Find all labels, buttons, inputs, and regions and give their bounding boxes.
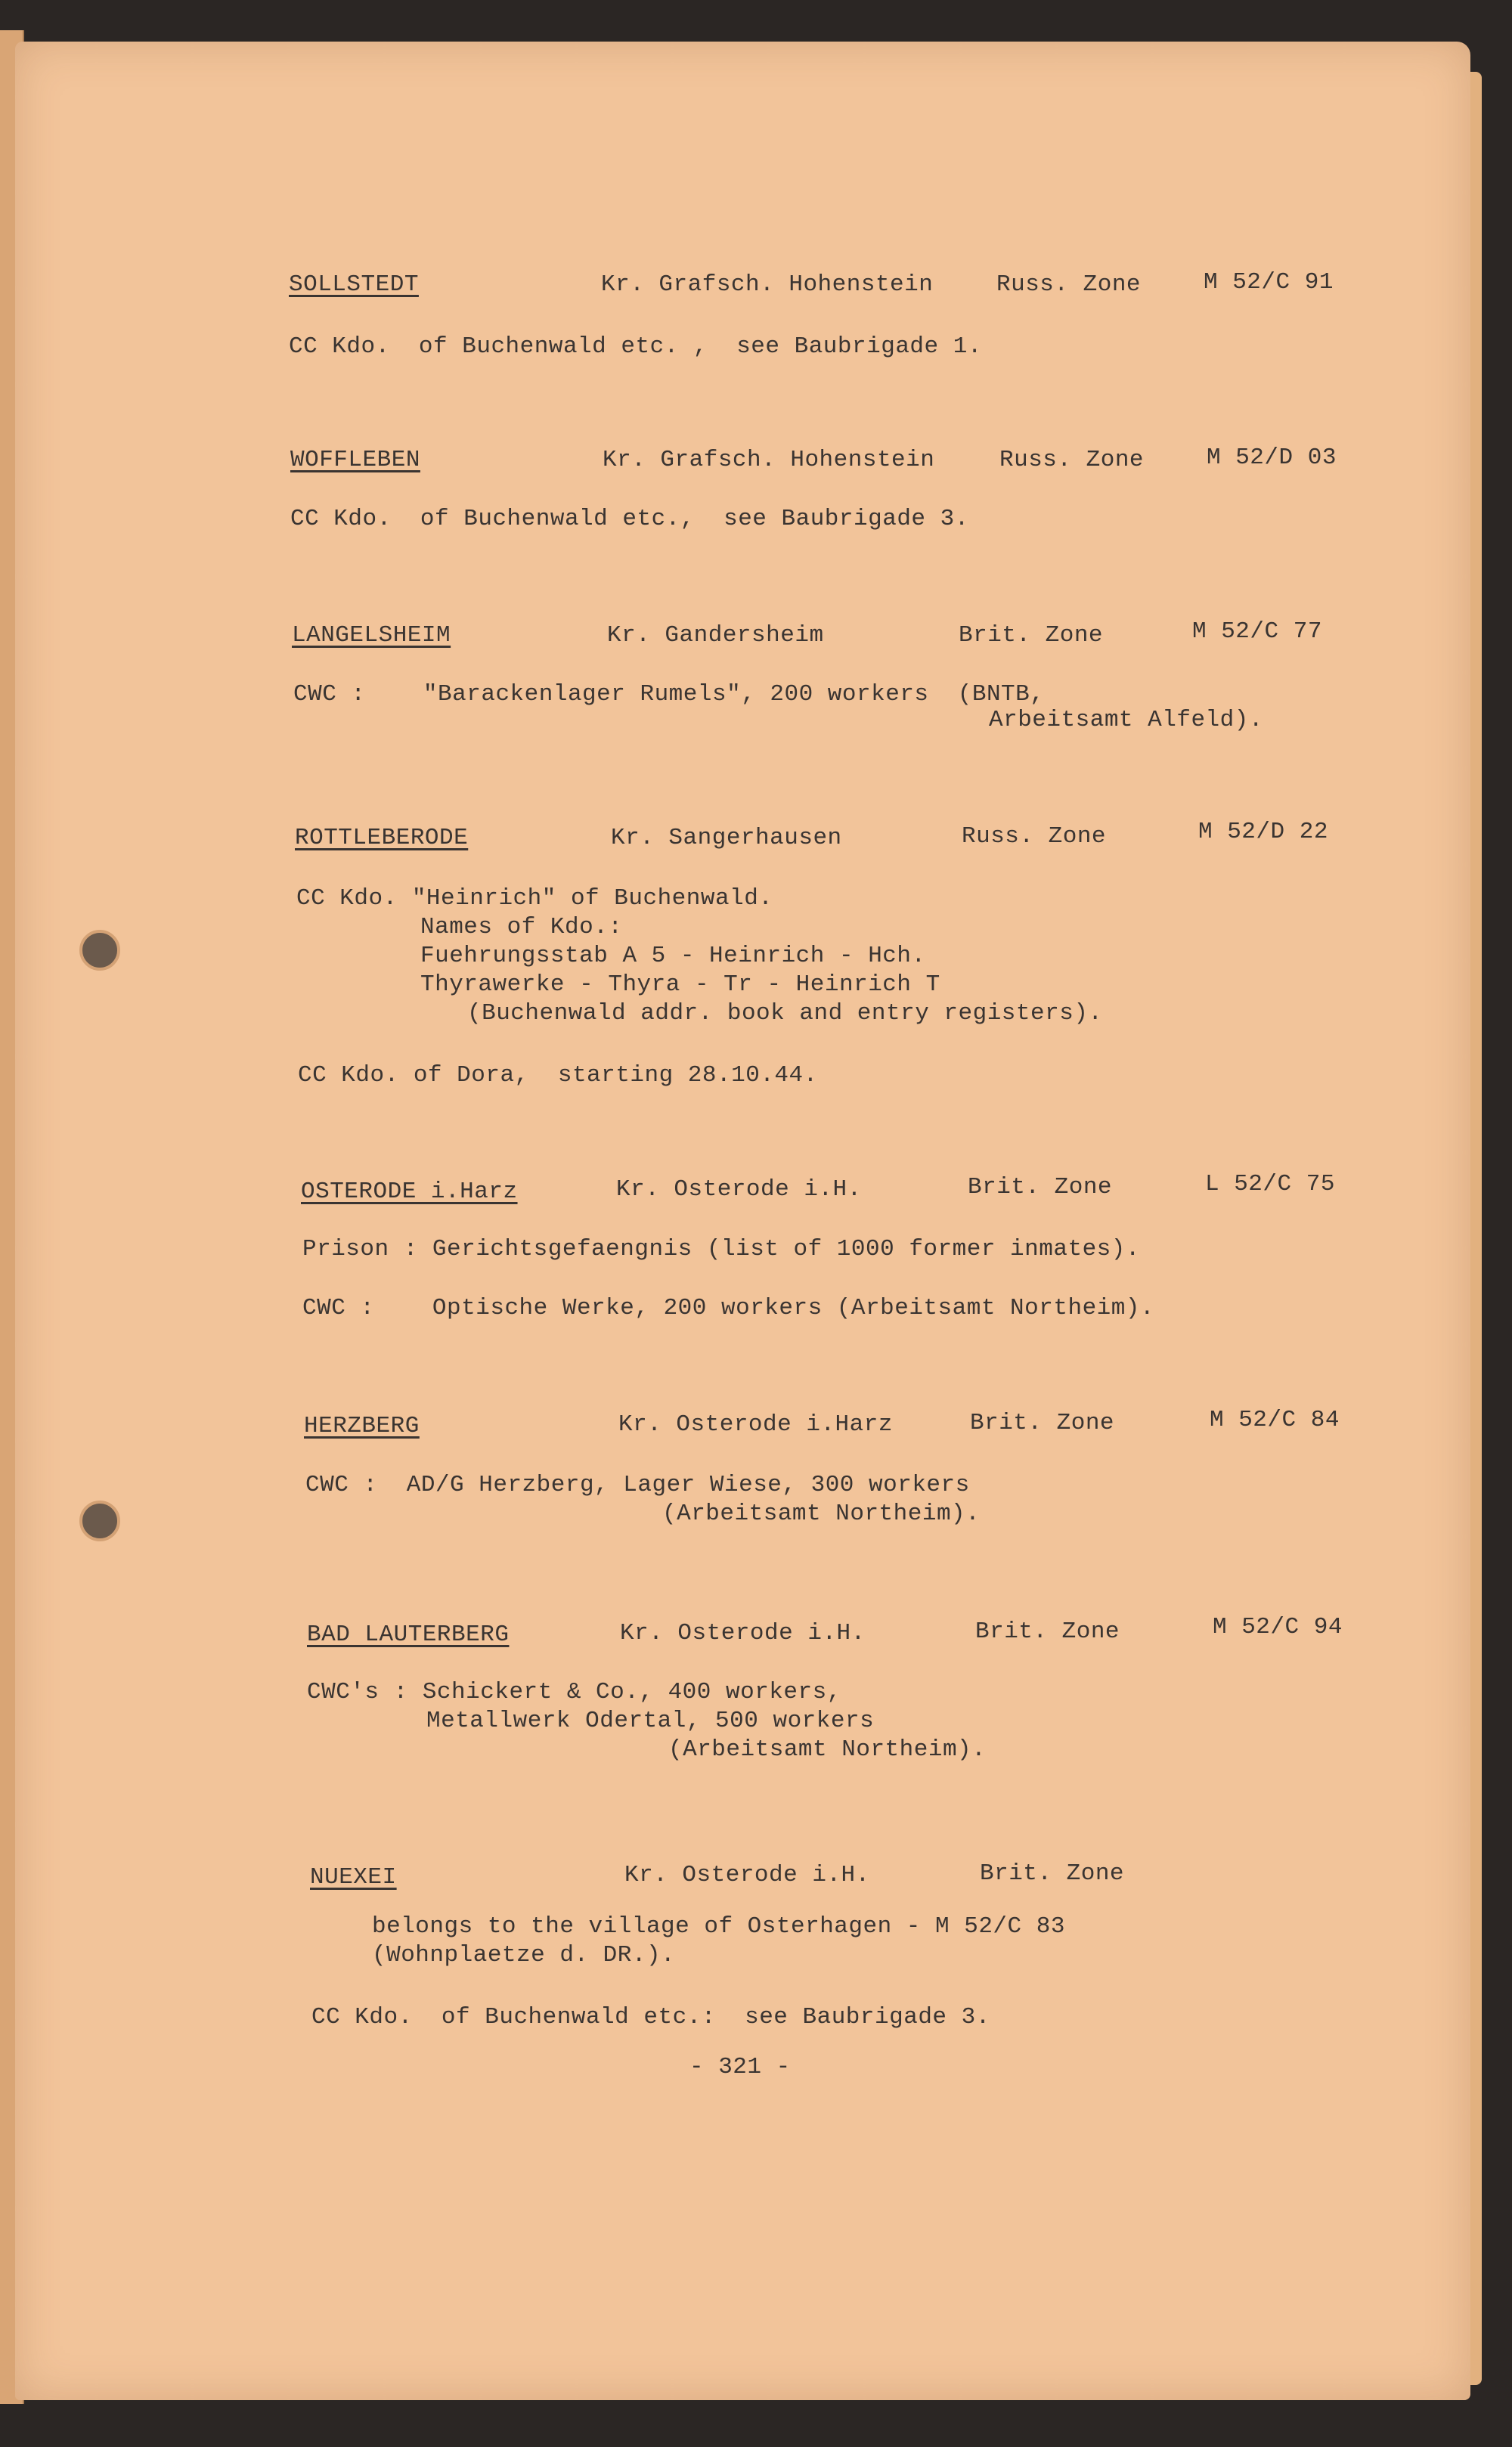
entry-line: CWC : "Barackenlager Rumels", 200 workers (BNTB, (293, 681, 1045, 708)
entry-line: Arbeitsamt Alfeld). (989, 707, 1263, 733)
entry-line: CC Kdo. of Buchenwald etc.: see Baubrigade 3. (311, 2004, 990, 2030)
entry-line: (Arbeitsamt Northeim). (662, 1501, 981, 1527)
district: Kr. Grafsch. Hohenstein (603, 447, 935, 473)
place-name: OSTERODE i.Harz (301, 1179, 518, 1205)
map-reference: M 52/C 94 (1213, 1614, 1343, 1640)
entry-line: CWC's : Schickert & Co., 400 workers, (307, 1679, 841, 1705)
entry-line: CWC : AD/G Herzberg, Lager Wiese, 300 workers (305, 1472, 970, 1498)
punch-hole (79, 930, 120, 971)
map-reference: M 52/C 77 (1192, 618, 1322, 645)
document-page (15, 42, 1470, 2400)
entry-line: Thyrawerke - Thyra - Tr - Heinrich T (420, 971, 940, 998)
entry-line: (Arbeitsamt Northeim). (668, 1736, 987, 1763)
map-reference: M 52/C 91 (1204, 269, 1334, 296)
district: Kr. Sangerhausen (611, 825, 842, 851)
zone: Russ. Zone (999, 447, 1145, 473)
district: Kr. Osterode i.H. (620, 1620, 866, 1646)
place-name: WOFFLEBEN (290, 447, 420, 473)
entry-line: Metallwerk Odertal, 500 workers (426, 1708, 875, 1734)
entry-line: CC Kdo. "Heinrich" of Buchenwald. (296, 885, 773, 912)
map-reference: L 52/C 75 (1205, 1171, 1335, 1197)
entry-line: CC Kdo. of Buchenwald etc. , see Baubrigade 1. (289, 333, 982, 360)
place-name: LANGELSHEIM (292, 622, 451, 649)
place-name: SOLLSTEDT (289, 271, 419, 298)
district: Kr. Osterode i.H. (616, 1176, 862, 1203)
entry-line: CC Kdo. of Dora, starting 28.10.44. (298, 1062, 818, 1089)
map-reference: M 52/D 03 (1207, 444, 1337, 471)
district: Kr. Gandersheim (607, 622, 824, 649)
map-reference: M 52/C 84 (1210, 1407, 1340, 1433)
district: Kr. Osterode i.Harz (618, 1411, 893, 1438)
zone: Russ. Zone (962, 823, 1107, 850)
entry-line: CWC : Optische Werke, 200 workers (Arbeitsamt Northeim). (302, 1295, 1155, 1321)
place-name: NUEXEI (310, 1864, 397, 1891)
entry-line: (Buchenwald addr. book and entry registers). (467, 1000, 1103, 1027)
place-name: ROTTLEBERODE (295, 825, 469, 851)
district: Kr. Grafsch. Hohenstein (601, 271, 934, 298)
entry-line: (Wohnplaetze d. DR.). (372, 1942, 676, 1968)
zone: Brit. Zone (968, 1174, 1113, 1200)
page-number: - 321 - (689, 2054, 791, 2080)
entry-line: Prison : Gerichtsgefaengnis (list of 1000 former inmates). (302, 1236, 1140, 1262)
entry-line: Fuehrungsstab A 5 - Heinrich - Hch. (420, 943, 926, 969)
zone: Russ. Zone (996, 271, 1142, 298)
entry-line: Names of Kdo.: (420, 914, 623, 940)
entry-line: belongs to the village of Osterhagen - M 52/C 83 (372, 1913, 1065, 1940)
zone: Brit. Zone (970, 1410, 1115, 1436)
place-name: HERZBERG (304, 1413, 420, 1439)
district: Kr. Osterode i.H. (624, 1862, 870, 1888)
punch-hole (79, 1501, 120, 1541)
entry-line: CC Kdo. of Buchenwald etc., see Baubrigade 3. (290, 506, 969, 532)
zone: Brit. Zone (975, 1618, 1120, 1645)
zone: Brit. Zone (980, 1860, 1125, 1887)
zone: Brit. Zone (959, 622, 1104, 649)
map-reference: M 52/D 22 (1198, 819, 1328, 845)
place-name: BAD LAUTERBERG (307, 1622, 510, 1648)
